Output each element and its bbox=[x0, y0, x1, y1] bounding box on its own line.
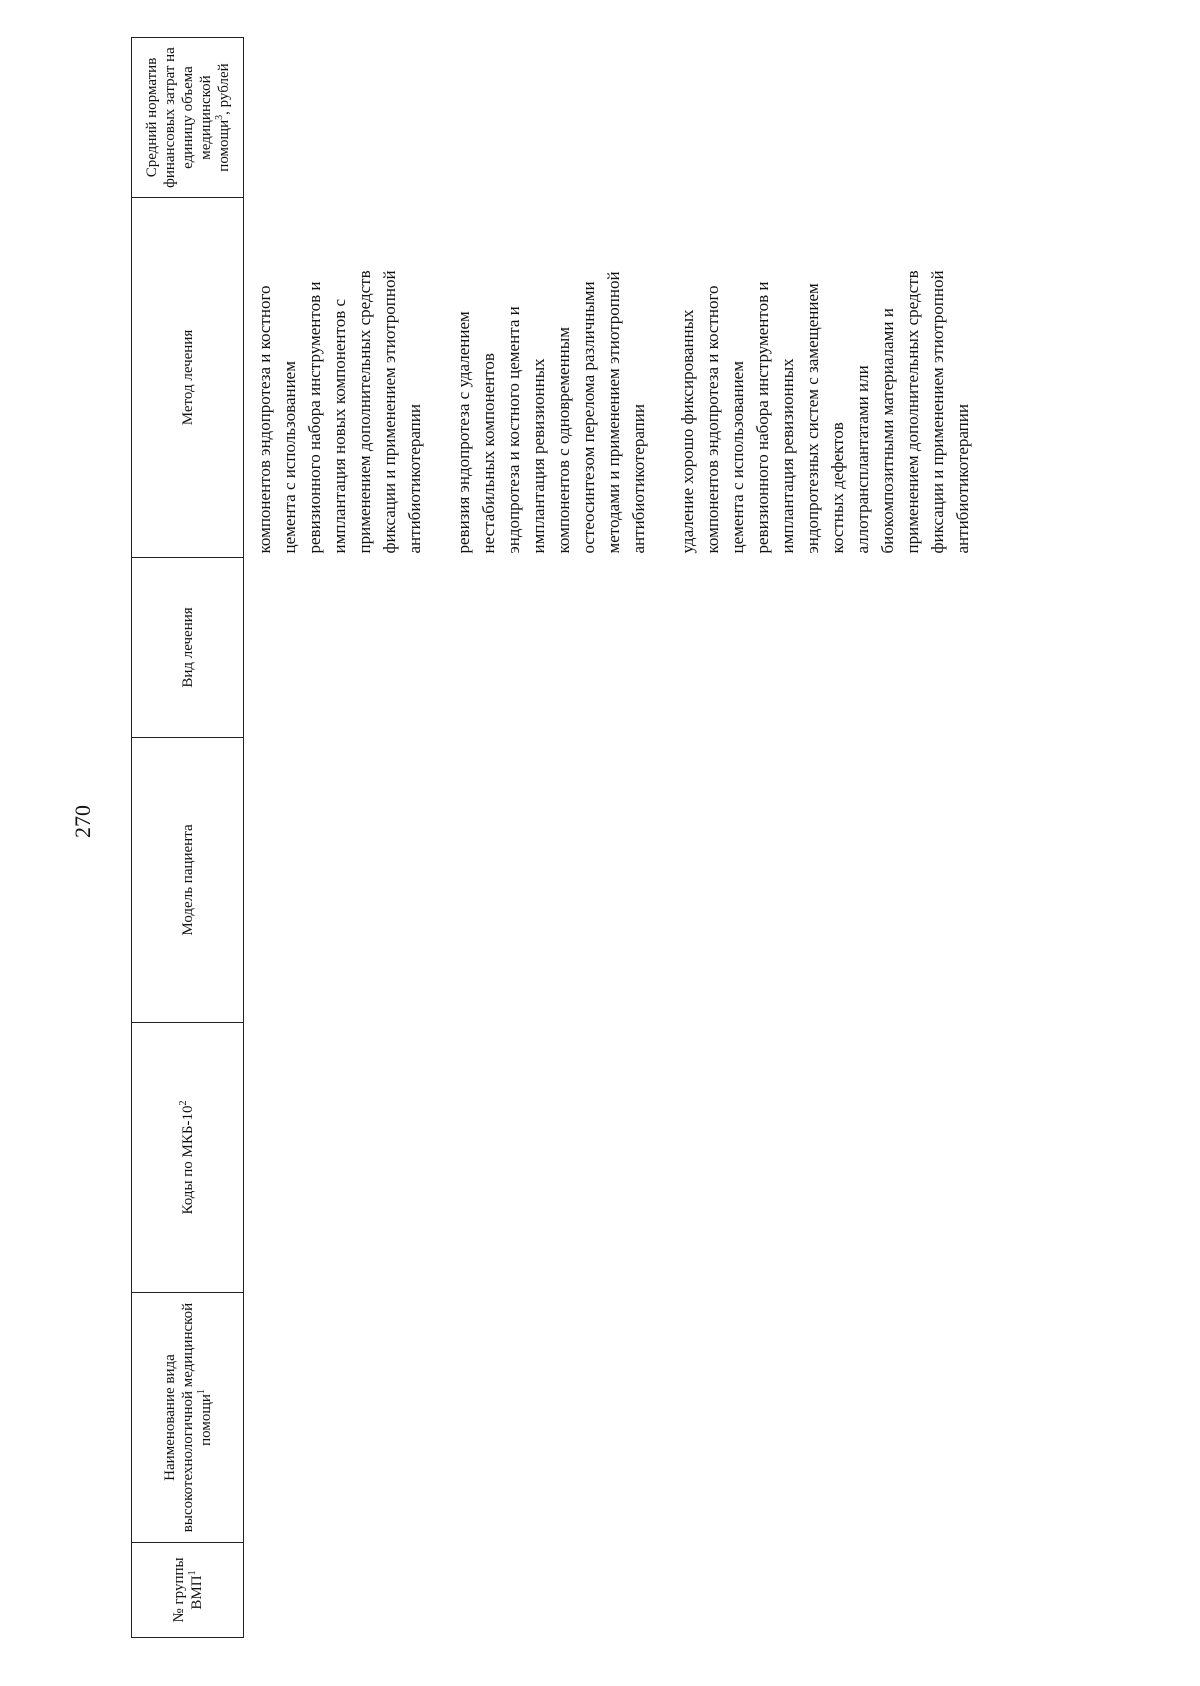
cell-patient-model bbox=[244, 738, 1000, 1023]
cell-vmp-name bbox=[244, 1293, 1000, 1543]
cell-cost-standard bbox=[244, 38, 1000, 198]
table-row bbox=[244, 38, 1000, 1638]
method-item: компонентов эндопротеза и костного цемента с использованием ревизионного набора инструментов и имплантация новых компонентов с применением дополнительных средств фиксации и применением этиотропной антибиотикотерапии bbox=[255, 270, 424, 554]
rotated-table-wrapper bbox=[131, 38, 981, 1638]
method-item: ревизия эндопротеза с удалением нестабильных компонентов эндопротеза и костного цемента и имплантация ревизионных компонентов с одновременным остеосинтезом перелома различными методами и применением этиотропной антибиотикотерапии bbox=[454, 271, 648, 554]
cell-mkb-codes bbox=[244, 1023, 1000, 1293]
method-item: удаление хорошо фиксированных компонентов эндопротеза и костного цемента с использованием ревизионного набора инструментов и имплантация ревизионных эндопротезных систем с замещением костных дефектов аллотрансплантатами или биокомпозитными материалами и применением дополнительных средств фиксации и применением этиотропной антибиотикотерапии bbox=[678, 270, 972, 554]
cell-treatment-method bbox=[244, 198, 1000, 558]
header-group-no: № группы ВМП$^1$ bbox=[132, 1543, 244, 1638]
vmp-table bbox=[131, 37, 999, 1638]
header-patient-model: Модель пациента bbox=[132, 738, 244, 1023]
cell-treatment-type bbox=[244, 558, 1000, 738]
page-number: 270 bbox=[70, 805, 95, 838]
header-vmp-name: Наименование вида высокотехнологичной медицинской помощи$^1$ bbox=[132, 1293, 244, 1543]
header-cost-standard: Средний норматив финансовых затрат на единицу объема медицинской помощи$^3$, рублей bbox=[132, 38, 244, 198]
header-treatment-method: Метод лечения bbox=[132, 198, 244, 558]
table-header-row bbox=[132, 38, 244, 1638]
header-treatment-type: Вид лечения bbox=[132, 558, 244, 738]
cell-group-no bbox=[244, 1543, 1000, 1638]
header-mkb-codes: Коды по МКБ-$10^2$ bbox=[132, 1023, 244, 1293]
